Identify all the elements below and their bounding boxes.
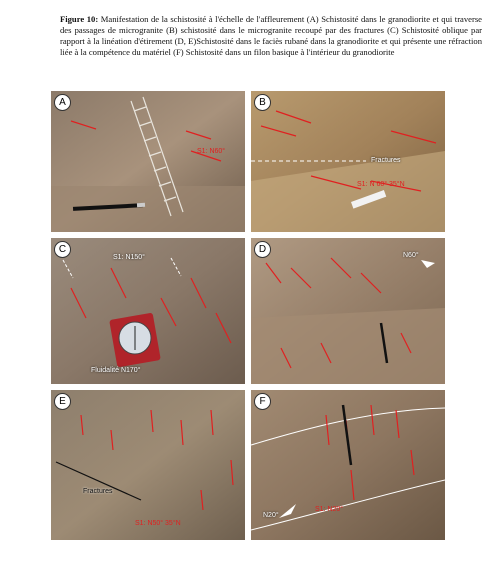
- panel-label-d: D: [254, 241, 271, 258]
- annotation-schistosity-f: S1: N20°: [315, 506, 344, 513]
- outcrop-photo-a: [51, 91, 245, 232]
- outcrop-photo-b: [251, 91, 445, 232]
- panel-label-e: E: [54, 393, 71, 410]
- figure-caption-text: Manifestation de la schistosité à l'échelle de l'affleurement (A) Schistosité dans le granodiorite et qui traverse des passages de microgranite (B) schistosité dans le microgranite recoupé par des fractures (C) Schistosité oblique par rapport à la linéation d'étirement (D, E)Schistosité dans le faciès rubané dans la granodiorite et qui présente une réfraction liée à la compétence du matériel (F) Schistosité dans un filon basique à l'intérieur du granodiorite: [60, 14, 483, 57]
- annotation-schistosity-b: S1: N 60° 35°N: [357, 181, 405, 188]
- photo-panel-f: [251, 390, 445, 540]
- annotation-direction-f: N20°: [263, 512, 279, 519]
- annotation-fractures-b: Fractures: [371, 157, 401, 164]
- photo-panel-b: [251, 91, 445, 232]
- panel-label-c: C: [54, 241, 71, 258]
- outcrop-photo-e: [51, 390, 245, 540]
- figure-caption: [60, 14, 482, 58]
- annotation-direction-d: N60°: [403, 252, 419, 259]
- annotation-schistosity-a: S1: N60°: [197, 148, 226, 155]
- figure-label: Figure 10:: [60, 14, 99, 24]
- photo-panel-e: [51, 390, 245, 540]
- photo-panel-d: [251, 238, 445, 384]
- panel-label-a: A: [54, 94, 71, 111]
- outcrop-photo-f: [251, 390, 445, 540]
- panel-label-f: F: [254, 393, 271, 410]
- annotation-fluidality-c: Fluidalité N170°: [91, 367, 141, 374]
- annotation-fractures-e: Fractures: [83, 488, 113, 495]
- photo-panel-c: [51, 238, 245, 384]
- photo-panel-a: [51, 91, 245, 232]
- outcrop-photo-c: [51, 238, 245, 384]
- annotation-schistosity-c: S1: N150°: [113, 254, 145, 261]
- panel-label-b: B: [254, 94, 271, 111]
- annotation-schistosity-e: S1: N50° 35°N: [135, 520, 181, 527]
